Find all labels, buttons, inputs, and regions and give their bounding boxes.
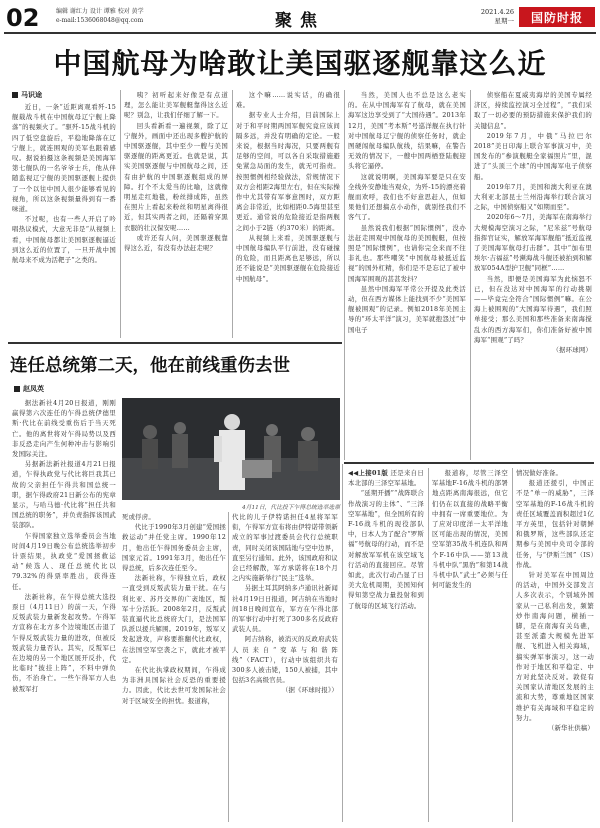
staff-line: 编辑 谢红力 设计 谭雅 校对 黄学 <box>56 8 144 15</box>
article2-col2: 死或俘虏。 代比于1990年3月创建“爱国拯救运动”并任党主席。1990年12月，他出任乍得国务委员会主席，国家元首。1991年3月，他出任乍得总统，后多次连任至今。 法新社称，乍得独立后，政权一直受到反叛武装力量干扰。在与利比亚、苏丹交界的广袤地区，叛军十分活跃。2008年2月，反叛武装直逼代比总统府大门，是法国军队派以援兵解围。2019年，叛军又发起进攻，声称要推翻代比政权，在法国空军空袭之下，就此才被平定。 在代比执掌政权期间，乍得成为非洲具国际社会反恐的重要援力。因此，代比去世可发国际社会对于区域安全的担忧。报道称， <box>122 513 226 705</box>
section-rule <box>8 342 342 344</box>
divider <box>120 90 121 338</box>
article1-col2: 咦？初听起来好像是有点道理，怎么能让美军舰艇靠得这么近呢？别急，让我们仔细了解一下。 回头看新看一遍视频，除了辽宁舰外，画面中还出现多艘护航的中国驱逐舰，其中至少一艘与美国驱逐舰的距离更近。也就是说，其实美国驱逐舰与中国航母之间，还有由护航的中国驱逐舰组成的屏障。打个不太爱当的比喻，这就像明星走红地毯，粉丝排成阵，虽然在照片上看起来粉丝和明星离得很近，但其实两者之间，还隔着穿黑衣服的壮汉保安呢…… 或许还有人问，美国驱逐舰靠得这么近，有没有办法赶走呢？ <box>124 91 228 253</box>
staff-email: e-mail:1536068048@qq.com <box>56 16 144 24</box>
divider <box>342 464 343 822</box>
divider <box>470 90 471 460</box>
article3-credit: （新华社供稿） <box>547 724 594 733</box>
divider <box>232 90 233 338</box>
news-photo <box>122 398 340 500</box>
divider <box>228 512 229 822</box>
masthead-logo <box>519 7 595 27</box>
article1-col3: 这个嘛……说实话，的确很难。 据专业人士介绍，目前国际上对于和平时期两国军舰究竟应该间隔多远，并没有明确的定论。一般来说，根据当时海况，只要两舰有足够的空间，可以各自采取措施避免紧急局面的发生，就无可指责。按照惯例相经验做法，常规情况下双方会相距2海里左右，但在实际操作中尤其带有军事意图时，双方距离会非常近，比如相距0.5海里甚至更近。通常说的危险接近是指两舰之间小于2链（约370米）的距离。 从视频上来看，美国驱逐舰与中国航母编队平行前进，没有碰撞的危险，而且距离也足够远，所以还不能说是“美国驱逐舰在危险接近中国航母”。 <box>236 91 340 283</box>
article1-col1: 近日，一条“近距离观看歼-15舰载战斗机在中国航母辽宁舰上降落”的视频火了。“驱歼-15战斗机的四了低空盘旋后，平稳地降落在辽宁舰上，就连围观的美军也跟着感叹。据说拍摄这条视频是美国海军第七舰队的一名爷爷士兵，他从伴随监视辽宁舰的美国驱逐舰上提供了一个以往中国人很少能够看见的视角，所以这条视频量得到有一番味道。 不过呢，也有一些人开启了吟唱热议模式，大意无非是“从视频上看，中国航母都让美国驱逐舰逼近到这么近的位置了，一旦开战中国航母来不成为活靶子”之类的。 <box>12 103 116 265</box>
divider <box>428 468 429 822</box>
article1-headline: 中国航母为啥敢让美国驱逐舰靠这么近 <box>53 47 547 80</box>
section-title: 聚焦 <box>275 11 325 31</box>
article1-col5: 侦察船在夏威夷海岸的美国专属经济区，持续监控演习全过程”，“我们采取了一切必要的预防措施来保护我们的关键信息”。 2019年7月，中俄“马拉巴尔2018”美日印海上联合军事演习中，美国发布的“参演舰艇全家福照片”里，混进了“头顶三个球”的中国海军电子侦察船。 2019年7月，美国和澳大利亚在澳大利亚北部昆士兰州沿海举行联合演习之际，中国侦察船又“如期而至”。 2020年6～7月，美海军在南海举行大规模海空演习之际，“尼米兹”号航母指挥官证实，解放军海军舰船“抵近监视了美国海军航母打击群”。其中“加布里埃尔·吉福兹”号濒海战斗舰还被拍到和解放军054A型护卫舰“同框”…… 当然，即便是美国海军为此恼怒不已，但在没达对中国海军的行动挑剔——毕竟完全符合“国际惯例”嘛。在公海上被围观的“大国海军待遇”，我们照单接受；那么美国和那些准备来南海搅乱水的西方海军们，你们准备好被中国海军“围观”了吗？ （据环球网） <box>474 91 592 355</box>
article2-headline: 连任总统第二天，他在前线重伤去世 <box>10 356 290 376</box>
author-name: 马识途 <box>21 90 42 99</box>
divider <box>512 468 513 822</box>
article3-col1: ◀◀上接01版 还是来自日本北部的三泽空军基地。 “延期开播”“战阵联合作战演习的主体”、“三泽空军基地”，但全国所有的F-16战斗机的现役部队中，日本人为了配合“罗斯福”号航母的行动，而不是对解放军军机在该空域飞行活动的直接回应。尽管如此，此次行动凸显了日美大危机周期，美国知何得知第空战力量投射和到了航母的区域飞行活动。 <box>348 469 424 610</box>
author-square-icon <box>14 386 20 392</box>
masthead-text: 国防时报 <box>530 10 583 25</box>
article1-author <box>12 90 42 100</box>
article3-col3: 情况做好准备。 报道还援引，中国正不是“单一的威胁”，三泽空军基地的F-16战斗机的责任区域覆盖面积超过1亿平方英里，包括针对朝鲜和俄罗斯，这些部队还定期参与美国中央司令部的任务，与“伊斯兰国”（IS）作战。 针对美军在中国周边的活动，中国外交部发言人多次表示，个别域外国家从一己私利出发，频繁炒作南海问题，横插一脚，是在南海有关岛礁，甚至派遣大规模先进军舰、飞机进入相关海域，搞实弹军事演习，这一动作对于地区和平稳定、中方对此坚决反对。敦促有关国家认清地区发展的主流和大势，尊重地区国家维护有关海域和平稳定的努力。 （新华社供稿） <box>516 469 594 733</box>
article2-col1: 据法新社4月20日报道，刚刚赢得第六次连任的乍得总统伊德里斯·代比在前线受重伤后于当天死亡。他的离世将对乍得局势以及西非反恐走向产生何种冲击与影响引发国际关注。 另据新法新社报道4月21日报道，乍得执政党与代比将巨我其已故的父亲担任乍得共和国总统一职，据乍得政府21日新公布的宪章显示，与哈马德·代比将“担任共和国总统的职务”，并负责指挥该国武装部队。 乍得国家独立选举委员会当地时间4月19日晚公布总统选举初步计票结果，执政党“爱国拯救运动”候选人、现任总统代比以79.32%的得票率胜出，获得连任。 法新社称，在乍得总统大选投票日（4月11日）的前一天，乍得反叛武装力量新发起攻势。乍得军方宣称在北方多个边境地区击退了乍得反叛武装力量的进攻，但被反叛武装力量否认。其实，反叛军已在边境的另一个地区展开反扑，代比临时“披挂上阵”，不料中弹负伤，不治身亡。一些乍得军方人也被叛军打 <box>12 399 116 693</box>
photo-illustration <box>122 398 340 500</box>
article1-credit: （据环球网） <box>552 346 592 355</box>
page-number: 02 <box>6 4 40 32</box>
article2-credit: （据《环球时报》） <box>281 686 338 695</box>
article3-col2: 报道称，尽管三泽空军基地F-16战斗机的部署地点距离南海很远，但它们仍在以直接的战略平衡中拥有一席重要地位。为了应对印度洋一太平洋地区可能出现的情况，美国空军第35战斗机连队和两个F-16中队——第13战斗机中队“黑豹”和第14战斗机中队“武士”必须与任何可能发生的 <box>432 469 508 590</box>
divider <box>344 90 345 460</box>
photo-caption: 4月11日，代比投下乍得总统选举选票 <box>241 505 340 511</box>
continuation-marker: ◀◀上接01版 <box>348 469 389 477</box>
article1-col4: 当然，美国人也不总是这么老实的。在从中国海军有了航母，就在美国海军这边享受到了“大国待遇”。2013年12月，美国“考本斯”号巡洋舰在执行针对中国航母辽宁舰的侦察任务时，就企图硬闯航母编队航线，结果嘛，在警告无效的情况下，一艘中国两栖登陆舰迎头将它逼停。 这就说明啊，美国海军要是只在安全线外安静地当观众，为歼-15的漂亮着舰而欢呼，我们也不好意思赶人，但如果他们还想搞点小动作，就别怪我们不客气了。 虽然说我们根据“国际惯例”，没办法赶走围观中国航母的美国舰艇，但按照是“国际惯例”，也请你完全来而不往非礼也。那些嘲笑“中国航母被抵近监视”的国外杠精，你们是不是忘记了被中国海军围观的甚甚发抖？ 虽然中国海军平常公开提及此类活动，但在西方媒体上能找到不少“美国军舰被围观”的记录。例如2018年美国主导的“环太平洋”演习，美军就抱怨过“中国电子 <box>348 91 466 334</box>
author-square-icon <box>12 92 18 98</box>
weekday-text: 星期一 <box>494 17 514 25</box>
author-name: 赵凤英 <box>23 384 44 393</box>
issue-date <box>464 8 514 26</box>
header-rule <box>4 32 596 34</box>
article2-author <box>14 384 44 394</box>
section-rule <box>344 462 594 464</box>
article2-col3: 代比的儿子伊特诺担任4星将军军衔，乍得军方宣布将由伊特诺带领新成立的军事过渡委员会代行总统职责，同时关闭该国陆地与空中边界，直至另行通知。此外，该国政府和议会已经解散，军方承诺将在18个月之内实施新举行“民主”选举。 另据土耳其阿纳多卢通讯社新闻社4月19日日报道，阿吉纳在当地时间18日晚间宣布，军方在乍得北部的军事行动中打死了300多名反政府武装人员。 阿吉纳称，被消灭的反政府武装人员来自“变革与和谐阵线”（FACT），行动中该组织共有300多人被击毙，150人被捕，其中包括3名高级官员。 （据《环球时报》） <box>232 513 338 695</box>
date-text: 2021.4.26 <box>480 8 514 16</box>
